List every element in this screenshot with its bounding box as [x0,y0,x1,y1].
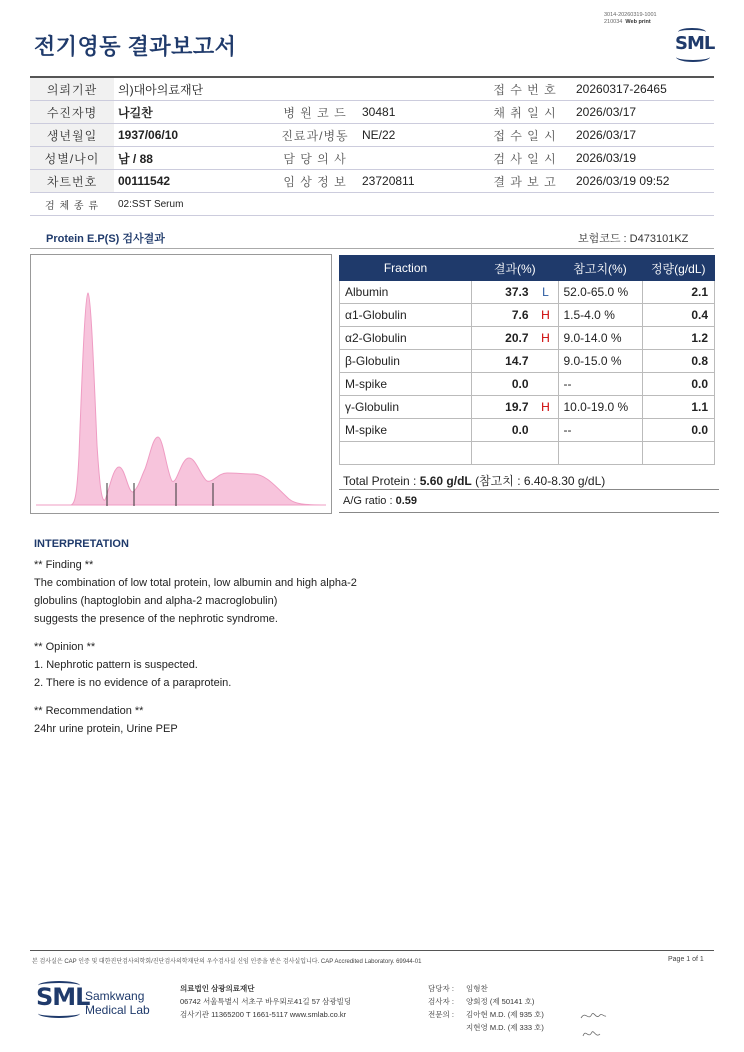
interpretation-body [34,556,454,738]
report-code-line1: 3014-20260319-1001 [604,12,657,18]
fraction-percent: 14.7 [472,350,534,373]
signature-image [578,1008,608,1044]
ag-ratio [343,495,417,507]
web-print-label: Web print [625,19,651,25]
corporation-info [180,982,351,1021]
fraction-name: M-spike [340,373,472,396]
section-divider [30,248,714,249]
info-label: 담 당 의 사 [272,147,358,170]
flag-high: H [534,327,559,350]
fraction-percent: 7.6 [472,304,534,327]
fraction-quantity: 0.0 [642,419,715,442]
info-value: 의)대아의료재단 [114,77,272,101]
fraction-percent: 0.0 [472,419,534,442]
info-value [358,147,478,170]
info-label: 진료과/병동 [272,124,358,147]
table-row-empty [340,442,715,465]
flag-high: H [534,396,559,419]
finding-text: globulins (haptoglobin and alpha-2 macroglobulin) [34,595,278,607]
info-value: NE/22 [358,124,478,147]
info-value: 2026/03/17 [572,101,714,124]
info-value: 2026/03/19 [572,147,714,170]
accreditation-note: 본 검사실은 CAP 인증 및 대한진단검사의학회/진단검사의학재단의 우수검사실 신임 인증을 받은 검사실입니다. CAP Accredited Laboratory. 69944-01 [32,959,422,965]
info-label: 의뢰기관 [30,77,114,101]
info-value: 00111542 [114,170,272,193]
table-row [340,396,715,419]
staff-label: 담당자 : [428,984,454,993]
samkwang-logo-name1: Samkwang [85,989,145,1003]
staff-name: 양회정 (제 50141 호) [466,997,535,1006]
table-row [340,327,715,350]
fraction-quantity: 2.1 [642,281,715,304]
col-header-quantity: 정량(g/dL) [642,256,715,281]
total-protein-unit: g/dL [443,474,472,488]
fraction-name: γ-Globulin [340,396,472,419]
info-value: 남 / 88 [114,147,272,170]
insurance-code: 보험코드 : D473101KZ [578,233,689,245]
fraction-name: α1-Globulin [340,304,472,327]
info-label: 차트번호 [30,170,114,193]
fraction-quantity: 0.0 [642,373,715,396]
staff-name: 김아현 M.D. (제 935 호) [466,1010,544,1019]
corporation-address: 06742 서울특별시 서초구 바우뫼로41길 57 삼광빌딩 [180,997,352,1006]
report-code [604,12,657,26]
electrophoresis-curve [36,293,326,505]
info-label: 채 취 일 시 [478,101,572,124]
table-row [340,304,715,327]
fraction-percent: 37.3 [472,281,534,304]
info-row [30,101,714,124]
finding-text: The combination of low total protein, low albumin and high alpha-2 [34,577,357,589]
total-protein [343,472,605,489]
info-label: 임 상 정 보 [272,170,358,193]
info-label: 성별/나이 [30,147,114,170]
info-label: 접 수 일 시 [478,124,572,147]
flag-high: H [534,304,559,327]
staff-label: 검사자 : [428,997,454,1006]
flag-none [534,350,559,373]
results-table [339,255,715,465]
flag-none [534,373,559,396]
info-value: 20260317-26465 [572,77,714,101]
report-code-number: 210034 [604,19,623,25]
samkwang-logo-mark: SML [36,983,90,1011]
flag-none [534,419,559,442]
opinion-text: 2. There is no evidence of a paraprotein. [34,677,232,689]
sml-logo [672,30,716,62]
fraction-reference: 9.0-15.0 % [558,350,642,373]
divider [339,489,719,490]
results-header-row [340,256,715,281]
info-label: 접 수 번 호 [478,77,572,101]
fraction-reference: -- [558,373,642,396]
divider [339,512,719,513]
staff-name: 지현영 M.D. (제 333 호) [466,1023,544,1032]
fraction-name: Albumin [340,281,472,304]
fraction-reference: 1.5-4.0 % [558,304,642,327]
info-value: 1937/06/10 [114,124,272,147]
electrophoresis-chart [30,254,332,514]
page-number: Page 1 of 1 [668,956,704,963]
info-row [30,193,714,216]
recommendation-heading: ** Recommendation ** [34,705,144,717]
fraction-name: α2-Globulin [340,327,472,350]
info-value: 2026/03/17 [572,124,714,147]
fraction-quantity: 0.8 [642,350,715,373]
info-label: 검 사 일 시 [478,147,572,170]
info-label: 검 체 종 류 [30,193,114,216]
staff-name: 임형찬 [466,984,488,993]
opinion-heading: ** Opinion ** [34,641,96,653]
info-label: 수진자명 [30,101,114,124]
footer-divider [30,950,714,951]
fraction-quantity: 0.4 [642,304,715,327]
col-header-fraction: Fraction [340,256,472,281]
opinion-text: 1. Nephrotic pattern is suspected. [34,659,198,671]
corporation-name: 의료법인 삼광의료재단 [180,984,255,993]
fraction-reference: 52.0-65.0 % [558,281,642,304]
col-header-reference: 참고치(%) [558,256,642,281]
fraction-reference: 10.0-19.0 % [558,396,642,419]
fraction-reference: 9.0-14.0 % [558,327,642,350]
info-row [30,147,714,170]
table-row [340,419,715,442]
total-protein-label: Total Protein : [343,474,420,488]
info-value: 23720811 [358,170,478,193]
info-row [30,124,714,147]
table-row [340,281,715,304]
fraction-name: β-Globulin [340,350,472,373]
info-value: 나길찬 [114,101,272,124]
electrophoresis-curve-svg [31,255,331,513]
info-value: 30481 [358,101,478,124]
sml-logo-text: SML [675,33,715,54]
info-row [30,77,714,101]
info-row [30,170,714,193]
staff-label: 전문의 : [428,1010,454,1019]
table-row [340,373,715,396]
fraction-name: M-spike [340,419,472,442]
ag-ratio-value: 0.59 [395,495,417,507]
fraction-percent: 20.7 [472,327,534,350]
finding-heading: ** Finding ** [34,559,94,571]
samkwang-logo [34,980,164,1022]
finding-text: suggests the presence of the nephrotic syndrome. [34,613,278,625]
total-protein-value: 5.60 [419,474,444,488]
info-label: 생년월일 [30,124,114,147]
recommendation-text: 24hr urine protein, Urine PEP [34,723,178,735]
info-label: 결 과 보 고 [478,170,572,193]
fraction-quantity: 1.1 [642,396,715,419]
table-row [340,350,715,373]
total-protein-reference: (참고치 : 6.40-8.30 g/dL) [471,474,606,488]
info-value: 2026/03/19 09:52 [572,170,714,193]
page-title: 전기영동 결과보고서 [34,34,237,59]
staff-info [428,982,544,1034]
col-header-result: 결과(%) [472,256,559,281]
fraction-percent: 19.7 [472,396,534,419]
flag-low: L [534,281,559,304]
ag-ratio-label: A/G ratio : [343,495,396,507]
patient-info-table [30,76,714,216]
info-label: 병 원 코 드 [272,101,358,124]
interpretation-heading: INTERPRETATION [34,538,129,550]
fraction-percent: 0.0 [472,373,534,396]
corporation-contact: 검사기관 11365200 T 1661-5117 www.smlab.co.kr [180,1010,347,1019]
report-code-line2 [604,19,657,26]
section-title: Protein E.P(S) 검사결과 [46,233,165,245]
fraction-reference: -- [558,419,642,442]
fraction-quantity: 1.2 [642,327,715,350]
info-value: 02:SST Serum [114,193,272,216]
samkwang-logo-name2: Medical Lab [85,1003,150,1017]
